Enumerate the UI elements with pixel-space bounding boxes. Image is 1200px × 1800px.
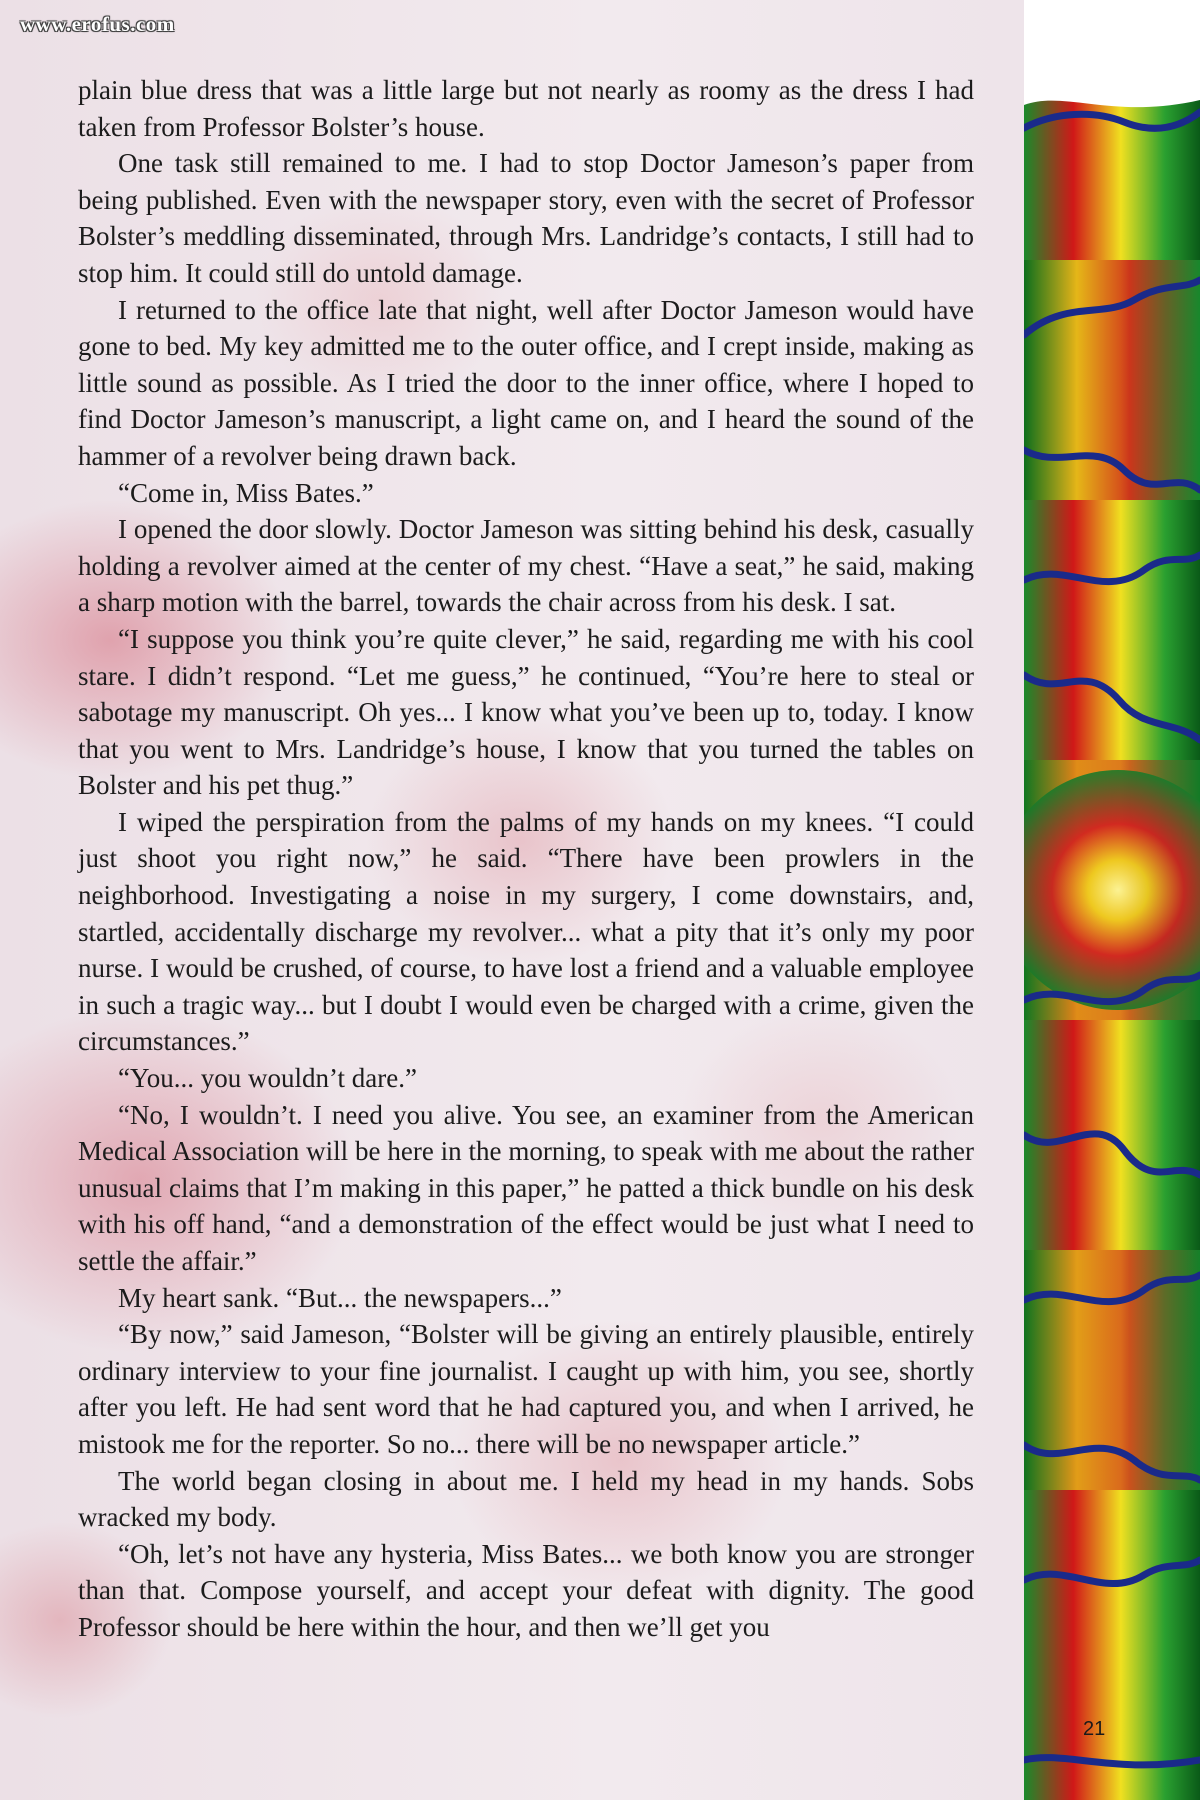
paragraph: “I suppose you think you’re quite clever,” he said, regarding me with his cool stare. I didn’t respond. “Let me guess,” he continued, “You’re here to steal or sabotage my manuscript. Oh yes... I know what you’ve been up to, today. I know that you went to Mrs. Landridge’s house, I know that you turned the tables on Bolster and his pet thug.”: [78, 623, 974, 801]
paragraph: The world began closing in about me. I held my head in my hands. Sobs wracked my body.: [78, 1465, 974, 1533]
paragraph: I wiped the perspiration from the palms of my hands on my knees. “I could just shoot you right now,” he said. “There have been prowlers in the neighborhood. Investigating a noise in my surgery, I come downstairs, and, startled, accidentally discharge my revolver... what a pity that it’s only my poor nurse. I would be crushed, of course, to have lost a friend and a valuable employee in such a tragic way... but I doubt I would even be charged with a crime, given the circumstances.”: [78, 806, 974, 1057]
decorative-side-strip: [1024, 0, 1200, 1800]
story-text: [78, 72, 974, 1646]
paragraph: “Oh, let’s not have any hysteria, Miss Bates... we both know you are stronger than that. Compose yourself, and accept your defeat with dignity. The good Professor should be here within the hour, and then we’ll get you: [78, 1538, 974, 1642]
paragraph: My heart sank. “But... the newspapers...”: [118, 1282, 562, 1313]
paragraph: One task still remained to me. I had to stop Doctor Jameson’s paper from being published. Even with the newspaper story, even with the secret of Professor Bolster’s meddling disseminated, through Mrs. Landridge’s contacts, I still had to stop him. It could still do untold damage.: [78, 148, 974, 288]
watermark: www.erofus.com: [20, 12, 175, 36]
paragraph: “By now,” said Jameson, “Bolster will be giving an entirely plausible, entirely ordinary interview to your fine journalist. I caught up with him, you see, shortly after you left. He had sent word that he had captured you, and when I arrived, he mistook me for the reporter. So no... there will be no newspaper article.”: [78, 1319, 974, 1459]
paragraph: “You... you wouldn’t dare.”: [118, 1063, 417, 1094]
paragraph: I returned to the office late that night, well after Doctor Jameson would have gone to bed. My key admitted me to the outer office, and I crept inside, making as little sound as possible. As I tried the door to the inner office, where I hoped to find Doctor Jameson’s manuscript, a light came on, and I heard the sound of the hammer of a revolver being drawn back.: [78, 294, 974, 471]
psychedelic-swirl-art: [1024, 0, 1200, 1800]
paragraph: “Come in, Miss Bates.”: [118, 477, 374, 508]
paragraph: plain blue dress that was a little large but not nearly as roomy as the dress I had taken from Professor Bolster’s house.: [78, 75, 974, 142]
paragraph: I opened the door slowly. Doctor Jameson was sitting behind his desk, casually holding a revolver aimed at the center of my chest. “Have a seat,” he said, making a sharp motion with the barrel, towards the chair across from his desk. I sat.: [78, 514, 974, 618]
paragraph: “No, I wouldn’t. I need you alive. You see, an examiner from the American Medical Association will be here in the morning, to speak with me about the rather unusual claims that I’m making in this paper,” he patted a thick bundle on his desk with his off hand, “and a demonstration of the effect would be just what I need to settle the affair.”: [78, 1099, 974, 1276]
page-number: 21: [1083, 1718, 1106, 1740]
